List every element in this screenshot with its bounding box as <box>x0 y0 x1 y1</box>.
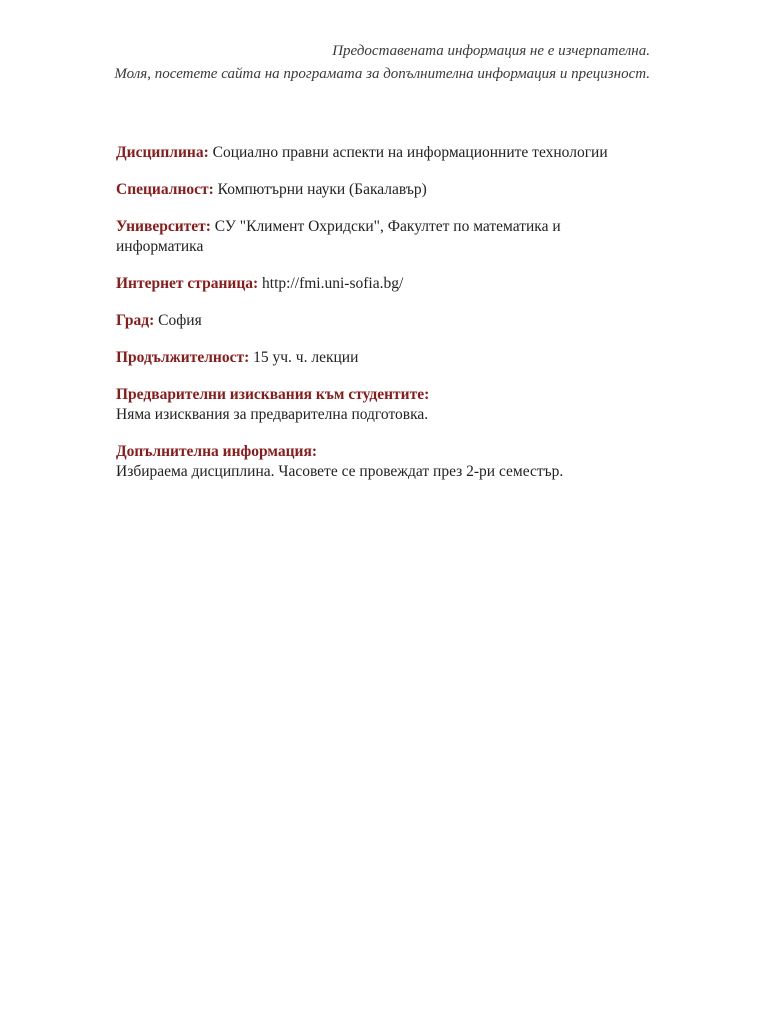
additional-info-value: Избираема дисциплина. Часовете се провеждат през 2-ри семестър. <box>116 463 564 480</box>
discipline-label: Дисциплина: <box>116 144 209 161</box>
discipline-value: Социално правни аспекти на информационните технологии <box>212 144 608 161</box>
field-specialty <box>116 180 636 200</box>
field-prerequisites <box>116 385 636 425</box>
additional-info-label: Допълнителна информация: <box>116 443 318 460</box>
field-discipline <box>116 143 636 163</box>
website-link[interactable]: http://fmi.uni-sofia.bg/ <box>262 275 404 292</box>
field-website <box>116 274 636 294</box>
disclaimer-line-1: Предоставената информация не е изчерпателна. <box>332 43 650 59</box>
duration-label: Продължителност: <box>116 349 250 366</box>
disclaimer-notice <box>90 40 650 86</box>
field-city <box>116 311 636 331</box>
university-value: СУ "Климент Охридски", Факултет по математика и информатика <box>116 218 561 255</box>
website-label: Интернет страница: <box>116 275 259 292</box>
duration-value: 15 уч. ч. лекции <box>253 349 359 366</box>
course-info <box>116 143 636 482</box>
field-duration <box>116 348 636 368</box>
specialty-value: Компютърни науки (Бакалавър) <box>217 181 427 198</box>
disclaimer-line-2: Моля, посетете сайта на програмата за допълнителна информация и прецизност. <box>114 66 650 82</box>
specialty-label: Специалност: <box>116 181 214 198</box>
city-label: Град: <box>116 312 155 329</box>
field-additional-info <box>116 442 636 482</box>
city-value: София <box>158 312 202 329</box>
university-label: Университет: <box>116 218 211 235</box>
field-university <box>116 217 636 257</box>
prerequisites-value: Няма изисквания за предварителна подготовка. <box>116 406 429 423</box>
prerequisites-label: Предварителни изисквания към студентите: <box>116 386 430 403</box>
